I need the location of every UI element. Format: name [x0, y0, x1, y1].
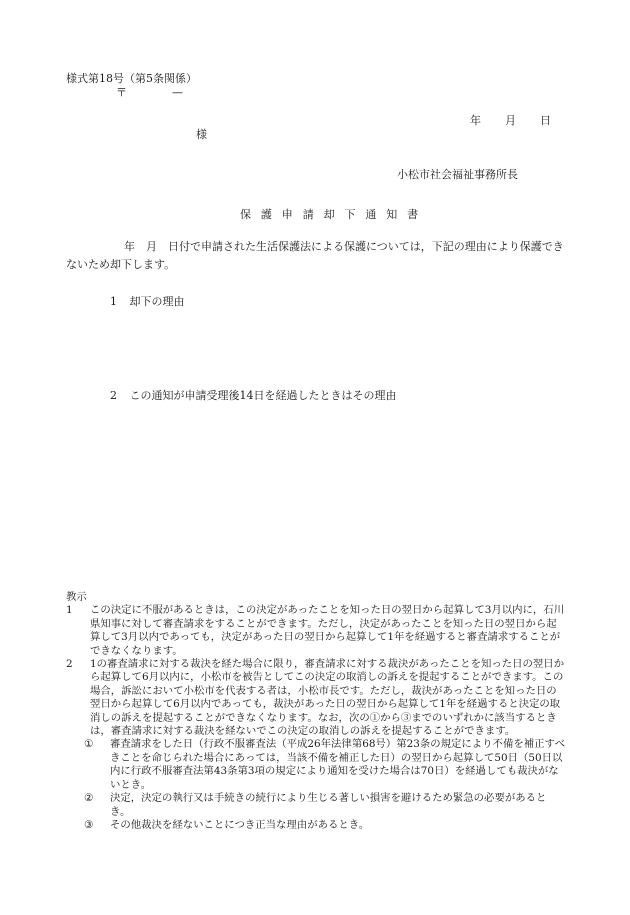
- teaching-item-1: [66, 604, 566, 658]
- teaching-section: [66, 591, 566, 832]
- teaching-item-1-text: この決定に不服があるときは，この決定があったことを知った日の翌日から起算して3月以内に，石川県知事に対して審査請求をすることができます。ただし，決定があったことを知った日の翌日から起算して3月以内であっても，決定があった日の翌日から起算して1年を経過すると審査請求することができなくなります。: [90, 604, 565, 657]
- teaching-subitem-3-number: ③: [84, 818, 94, 831]
- item-2-label: この通知が申請受理後14日を経過したときはその理由: [129, 389, 397, 402]
- teaching-subitem-1: [66, 738, 566, 792]
- teaching-item-2: [66, 658, 566, 738]
- item-1-label: 却下の理由: [129, 295, 185, 308]
- document-title: 保 護 申 請 却 下 通 知 書: [240, 208, 422, 221]
- item-1-number: 1: [110, 295, 117, 308]
- teaching-item-1-number: 1: [66, 604, 73, 617]
- teaching-heading: 教示: [66, 591, 87, 603]
- notice-text: 年 月 日付で申請された生活保護法による保護については，下記の理由により保護できないため却下します。: [66, 240, 564, 271]
- teaching-subitem-1-number: ①: [84, 738, 94, 751]
- teaching-subitem-3-text: その他裁決を経ないことにつき正当な理由があるとき。: [110, 818, 370, 831]
- item-1: [110, 294, 185, 309]
- teaching-subitem-2-text: 決定，決定の執行又は手続きの続行により生じる著しい損害を避けるため緊急の必要があるとき。: [110, 792, 547, 818]
- form-number: 様式第18号（第5条関係）: [66, 72, 197, 85]
- teaching-subitem-2-number: ②: [84, 792, 94, 805]
- date-year: 年: [470, 114, 481, 127]
- date-day: 日: [540, 114, 551, 127]
- issuer-name: 小松市社会福祉事務所長: [397, 168, 518, 181]
- postal-mark: 〒: [116, 86, 127, 99]
- teaching-subitem-2: [66, 792, 566, 819]
- postal-dash: —: [172, 86, 183, 99]
- recipient-suffix: 様: [196, 128, 207, 141]
- teaching-subitem-3: [66, 819, 566, 832]
- date-month: 月: [505, 114, 516, 127]
- teaching-subitem-1-text: 審査請求をした日（行政不服審査法（平成26年法律第68号）第23条の規定により不備を補正すべきことを命じられた場合にあっては，当該不備を補正した日）の翌日から起算して50日（50日以内に行政不服審査法第43条第3項の規定により通知を受けた場合は70日）を経過しても裁決がないとき。: [110, 738, 566, 791]
- teaching-item-2-text: 1の審査請求に対する裁決を経た場合に限り，審査請求に対する裁決があったことを知った日の翌日から起算して6月以内に，小松市を被告としてこの決定の取消しの訴えを提起することができます。この場合，訴訟において小松市を代表する者は，小松市長です。ただし，裁決があったことを知った日の翌日から起算して6月以内であっても，裁決があった日の翌日から起算して1年を経過すると決定の取消しの訴えを提起することができなくなります。なお，次の①から③までのいずれかに該当するときは，審査請求に対する裁決を経ないでこの決定の取消しの訴えを提起することができます。: [90, 658, 565, 738]
- teaching-item-2-number: 2: [66, 658, 73, 671]
- item-2-number: 2: [110, 389, 117, 402]
- item-2: [110, 388, 397, 403]
